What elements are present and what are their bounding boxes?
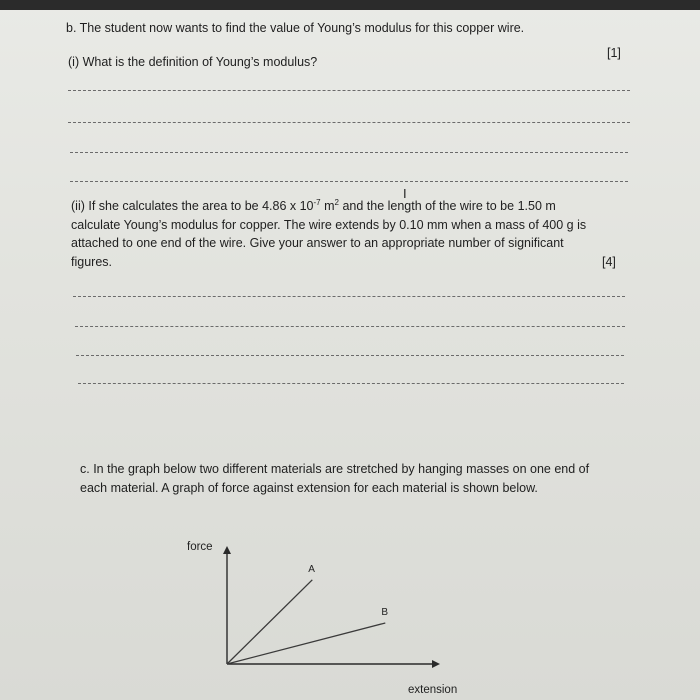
part-ii-text-a: (ii) If she calculates the area to be 4.86 x 10	[71, 199, 314, 213]
exponent-area: -7	[313, 197, 321, 207]
y-axis-label: force	[187, 541, 213, 553]
series-line-b	[227, 623, 385, 664]
part-ii-text-c: and the length of the wire to be 1.50 m	[338, 199, 556, 213]
part-ii-line-2: calculate Young’s modulus for copper. The wire extends by 0.10 mm when a mass of 400 g is	[71, 217, 587, 232]
x-axis-arrow-icon	[432, 660, 440, 668]
part-ii-line-3: attached to one end of the wire. Give your answer to an appropriate number of significant	[71, 236, 564, 250]
question-c-line-1: c. In the graph below two different materials are stretched by hanging masses on one end of	[80, 462, 590, 476]
series-label-a: A	[308, 563, 315, 575]
graph-series	[227, 580, 385, 664]
graph-axes	[223, 546, 440, 668]
part-i-question: (i) What is the definition of Young’s modulus?	[68, 55, 318, 69]
part-ii-line-4: figures.	[71, 254, 112, 269]
part-i-marks: [1]	[607, 46, 621, 60]
part-ii-marks: [4]	[602, 255, 616, 269]
series-line-a	[227, 580, 312, 664]
exponent-m2: 2	[334, 197, 339, 207]
question-b-heading: b. The student now wants to find the value of Young’s modulus for this copper wire.	[66, 21, 525, 35]
series-label-b: B	[381, 606, 389, 618]
y-axis-arrow-icon	[223, 546, 231, 554]
part-ii-text-b: m	[320, 199, 335, 213]
text-cursor-icon: I	[403, 186, 407, 201]
x-axis-label: extension	[408, 684, 458, 696]
question-c-line-2: each material. A graph of force against extension for each material is shown below.	[80, 481, 538, 495]
